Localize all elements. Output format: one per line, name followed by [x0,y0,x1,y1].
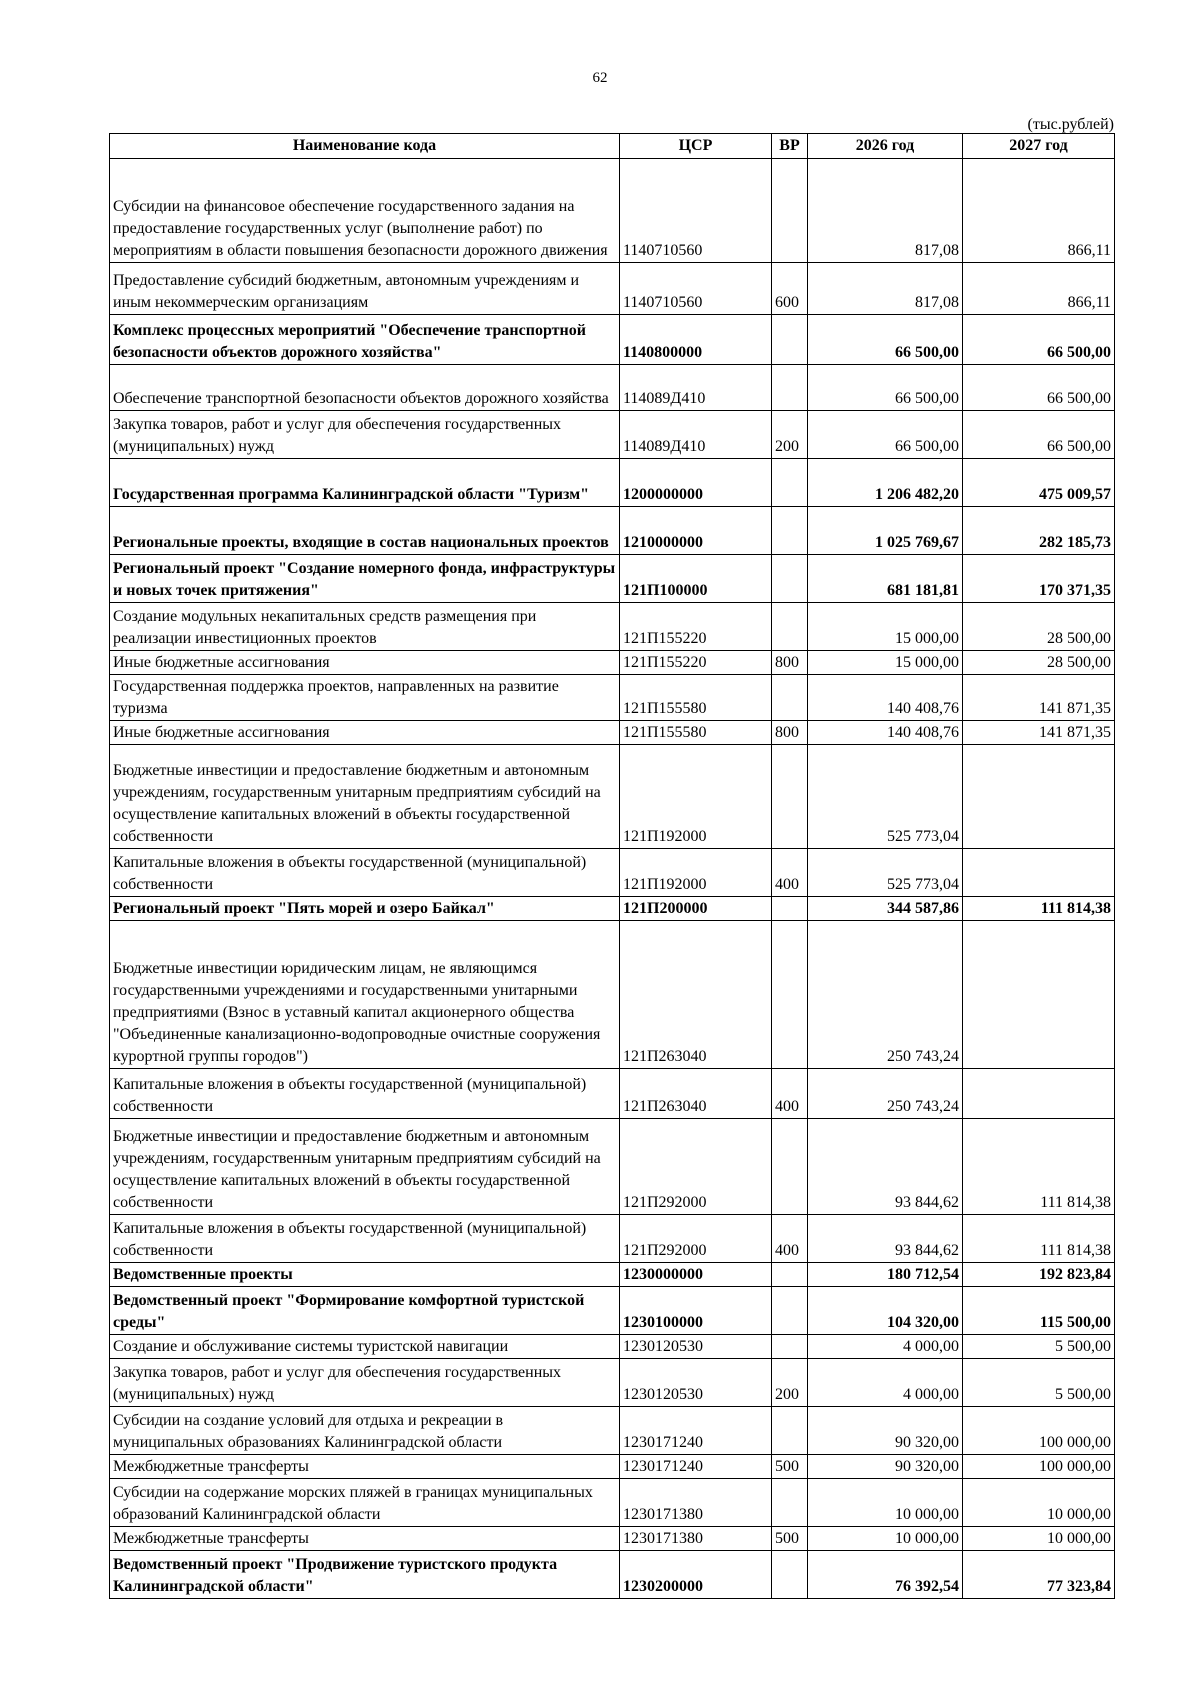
cell-2026: 344 587,86 [808,897,963,921]
cell-vr [772,159,808,263]
cell-2026: 104 320,00 [808,1287,963,1335]
cell-vr: 500 [772,1527,808,1551]
table-row [110,675,1115,721]
cell-csr: 121П155580 [620,721,772,745]
cell-vr [772,603,808,651]
cell-name: Иные бюджетные ассигнования [110,721,620,745]
cell-csr: 121П155580 [620,675,772,721]
budget-table [109,133,1115,1599]
cell-2026: 4 000,00 [808,1335,963,1359]
table-row [110,721,1115,745]
cell-csr: 1140710560 [620,263,772,315]
cell-2026: 140 408,76 [808,675,963,721]
cell-csr: 121П292000 [620,1215,772,1263]
cell-2027: 866,11 [963,263,1115,315]
cell-csr: 1230171380 [620,1527,772,1551]
cell-2026: 250 743,24 [808,921,963,1069]
cell-csr: 114089Д410 [620,365,772,411]
table-row [110,897,1115,921]
header-2026: 2026 год [808,134,963,159]
cell-2026: 10 000,00 [808,1479,963,1527]
cell-vr: 500 [772,1455,808,1479]
cell-2026: 76 392,54 [808,1551,963,1599]
header-csr: ЦСР [620,134,772,159]
cell-2026: 15 000,00 [808,651,963,675]
table-row [110,1215,1115,1263]
cell-2026: 90 320,00 [808,1407,963,1455]
cell-2027: 5 500,00 [963,1335,1115,1359]
cell-csr: 1230000000 [620,1263,772,1287]
table-row [110,1551,1115,1599]
cell-csr: 121П200000 [620,897,772,921]
cell-vr: 400 [772,1069,808,1119]
table-row [110,459,1115,507]
cell-2027: 282 185,73 [963,507,1115,555]
cell-csr: 121П155220 [620,603,772,651]
cell-2027: 111 814,38 [963,1119,1115,1215]
cell-2027: 192 823,84 [963,1263,1115,1287]
cell-2026: 10 000,00 [808,1527,963,1551]
cell-2026: 817,08 [808,159,963,263]
table-row [110,1359,1115,1407]
table-row [110,745,1115,849]
cell-name: Субсидии на содержание морских пляжей в границах муниципальных образований Калининградской области [110,1479,620,1527]
cell-csr: 1230100000 [620,1287,772,1335]
cell-name: Региональный проект "Пять морей и озеро Байкал" [110,897,620,921]
cell-2027: 28 500,00 [963,603,1115,651]
cell-2027: 100 000,00 [963,1407,1115,1455]
cell-2027: 10 000,00 [963,1527,1115,1551]
cell-vr [772,897,808,921]
cell-name: Бюджетные инвестиции и предоставление бюджетным и автономным учреждениям, государственным унитарным предприятиям субсидий на осуществление капитальных вложений в объекты государственной собственности [110,745,620,849]
table-row [110,1069,1115,1119]
cell-name: Капитальные вложения в объекты государственной (муниципальной) собственности [110,1215,620,1263]
cell-name: Создание и обслуживание системы туристской навигации [110,1335,620,1359]
cell-name: Субсидии на финансовое обеспечение государственного задания на предоставление государственных услуг (выполнение работ) по мероприятиям в области повышения безопасности дорожного движения [110,159,620,263]
cell-csr: 1230120530 [620,1335,772,1359]
cell-2026: 66 500,00 [808,365,963,411]
table-row [110,1455,1115,1479]
cell-2026: 140 408,76 [808,721,963,745]
cell-vr [772,1335,808,1359]
cell-name: Межбюджетные трансферты [110,1527,620,1551]
cell-2027: 111 814,38 [963,897,1115,921]
cell-csr: 1230120530 [620,1359,772,1407]
header-vr: ВР [772,134,808,159]
cell-vr: 200 [772,411,808,459]
units-label: (тыс.рублей) [1027,116,1114,133]
page-number: 62 [592,70,608,86]
cell-name: Государственная поддержка проектов, направленных на развитие туризма [110,675,620,721]
cell-2027 [963,1069,1115,1119]
cell-name: Предоставление субсидий бюджетным, автономным учреждениям и иным некоммерческим организациям [110,263,620,315]
cell-2027: 170 371,35 [963,555,1115,603]
cell-name: Региональный проект "Создание номерного фонда, инфраструктуры и новых точек притяжения" [110,555,620,603]
cell-2027: 77 323,84 [963,1551,1115,1599]
cell-csr: 1210000000 [620,507,772,555]
cell-2027: 28 500,00 [963,651,1115,675]
cell-csr: 1200000000 [620,459,772,507]
cell-vr: 800 [772,721,808,745]
cell-vr: 400 [772,849,808,897]
cell-csr: 121П292000 [620,1119,772,1215]
cell-name: Закупка товаров, работ и услуг для обеспечения государственных (муниципальных) нужд [110,1359,620,1407]
cell-csr: 1230171380 [620,1479,772,1527]
cell-csr: 1230171240 [620,1407,772,1455]
cell-name: Бюджетные инвестиции юридическим лицам, не являющимся государственными учреждениями и государственными унитарными предприятиями (Взнос в уставный капитал акционерного общества "Объединенные канализационно-водопроводные очистные сооружения курортной группы городов") [110,921,620,1069]
cell-name: Ведомственный проект "Формирование комфортной туристской среды" [110,1287,620,1335]
cell-vr: 600 [772,263,808,315]
cell-2026: 1 206 482,20 [808,459,963,507]
table-row [110,263,1115,315]
cell-csr: 1230200000 [620,1551,772,1599]
cell-vr: 800 [772,651,808,675]
cell-vr [772,1119,808,1215]
table-row [110,849,1115,897]
table-row [110,315,1115,365]
cell-vr [772,1479,808,1527]
cell-2026: 1 025 769,67 [808,507,963,555]
cell-vr [772,315,808,365]
table-row [110,1527,1115,1551]
cell-name: Капитальные вложения в объекты государственной (муниципальной) собственности [110,1069,620,1119]
cell-2026: 817,08 [808,263,963,315]
cell-2026: 93 844,62 [808,1215,963,1263]
cell-vr [772,507,808,555]
cell-2027: 141 871,35 [963,721,1115,745]
header-name: Наименование кода [110,134,620,159]
cell-name: Закупка товаров, работ и услуг для обеспечения государственных (муниципальных) нужд [110,411,620,459]
cell-name: Межбюджетные трансферты [110,1455,620,1479]
table-row [110,1263,1115,1287]
table-row [110,1287,1115,1335]
cell-vr: 400 [772,1215,808,1263]
table-row [110,507,1115,555]
cell-csr: 121П263040 [620,1069,772,1119]
cell-name: Обеспечение транспортной безопасности объектов дорожного хозяйства [110,365,620,411]
cell-csr: 1140710560 [620,159,772,263]
table-row [110,1407,1115,1455]
table-row [110,1479,1115,1527]
cell-csr: 1140800000 [620,315,772,365]
table-row [110,651,1115,675]
cell-name: Создание модульных некапитальных средств размещения при реализации инвестиционных проектов [110,603,620,651]
cell-2026: 4 000,00 [808,1359,963,1407]
cell-csr: 1230171240 [620,1455,772,1479]
cell-name: Ведомственные проекты [110,1263,620,1287]
cell-name: Комплекс процессных мероприятий "Обеспечение транспортной безопасности объектов дорожного хозяйства" [110,315,620,365]
cell-2026: 180 712,54 [808,1263,963,1287]
cell-csr: 114089Д410 [620,411,772,459]
cell-vr [772,555,808,603]
cell-vr [772,1263,808,1287]
table-row [110,365,1115,411]
cell-2026: 525 773,04 [808,745,963,849]
cell-2027: 111 814,38 [963,1215,1115,1263]
header-2027: 2027 год [963,134,1115,159]
cell-vr [772,1551,808,1599]
cell-vr [772,459,808,507]
cell-2027: 115 500,00 [963,1287,1115,1335]
table-row [110,1335,1115,1359]
cell-2026: 90 320,00 [808,1455,963,1479]
cell-name: Капитальные вложения в объекты государственной (муниципальной) собственности [110,849,620,897]
cell-2026: 250 743,24 [808,1069,963,1119]
table-row [110,555,1115,603]
table-row [110,603,1115,651]
cell-2027: 10 000,00 [963,1479,1115,1527]
cell-2027 [963,745,1115,849]
cell-name: Ведомственный проект "Продвижение туристского продукта Калининградской области" [110,1551,620,1599]
cell-name: Государственная программа Калининградской области "Туризм" [110,459,620,507]
cell-2027 [963,849,1115,897]
cell-2027: 66 500,00 [963,315,1115,365]
cell-2027: 100 000,00 [963,1455,1115,1479]
cell-name: Иные бюджетные ассигнования [110,651,620,675]
cell-vr [772,675,808,721]
cell-vr [772,745,808,849]
cell-2026: 681 181,81 [808,555,963,603]
cell-2026: 525 773,04 [808,849,963,897]
table-row [110,159,1115,263]
cell-csr: 121П192000 [620,849,772,897]
cell-2027: 66 500,00 [963,411,1115,459]
cell-2027 [963,921,1115,1069]
table-row [110,1119,1115,1215]
cell-vr: 200 [772,1359,808,1407]
cell-vr [772,1407,808,1455]
cell-csr: 121П155220 [620,651,772,675]
cell-2027: 141 871,35 [963,675,1115,721]
cell-name: Субсидии на создание условий для отдыха и рекреации в муниципальных образованиях Калининградской области [110,1407,620,1455]
cell-2027: 5 500,00 [963,1359,1115,1407]
cell-2027: 866,11 [963,159,1115,263]
cell-2027: 475 009,57 [963,459,1115,507]
cell-csr: 121П263040 [620,921,772,1069]
cell-csr: 121П192000 [620,745,772,849]
table-row [110,921,1115,1069]
cell-2026: 93 844,62 [808,1119,963,1215]
table-header-row [110,134,1115,159]
cell-name: Бюджетные инвестиции и предоставление бюджетным и автономным учреждениям, государственным унитарным предприятиям субсидий на осуществление капитальных вложений в объекты государственной собственности [110,1119,620,1215]
cell-vr [772,1287,808,1335]
table-row [110,411,1115,459]
cell-2026: 66 500,00 [808,411,963,459]
cell-2027: 66 500,00 [963,365,1115,411]
table-body [110,159,1115,1599]
cell-csr: 121П100000 [620,555,772,603]
cell-2026: 15 000,00 [808,603,963,651]
cell-vr [772,365,808,411]
cell-2026: 66 500,00 [808,315,963,365]
cell-name: Региональные проекты, входящие в состав национальных проектов [110,507,620,555]
cell-vr [772,921,808,1069]
